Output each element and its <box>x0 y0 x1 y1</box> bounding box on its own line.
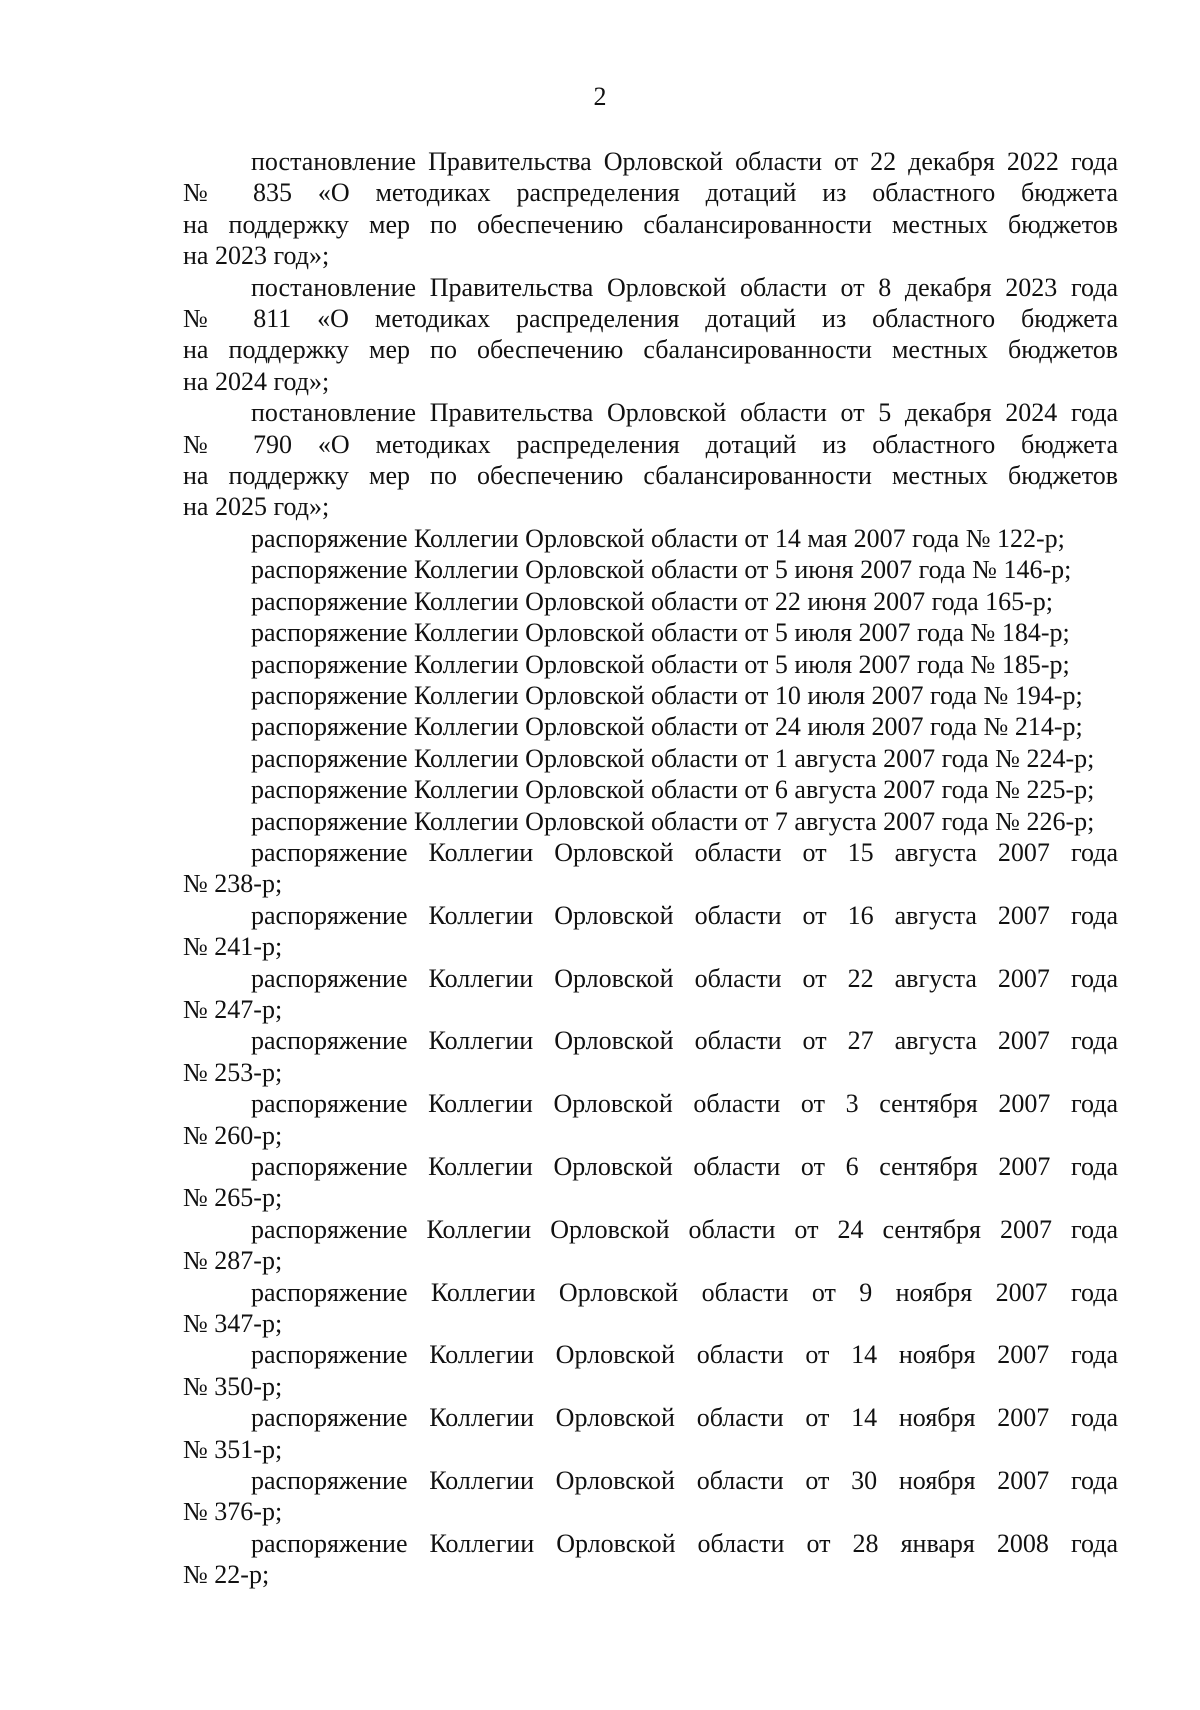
text-line: № 351-р; <box>183 1434 283 1464</box>
text-line: распоряжение Коллегии Орловской области от 22 июня 2007 года 165-р; <box>251 586 1054 616</box>
text-line: распоряжение Коллегии Орловской области от 14 ноября 2007 года <box>251 1340 1118 1370</box>
rasporyazhenie-item <box>183 523 1118 554</box>
text-line: на 2025 год»; <box>183 492 330 522</box>
text-line: на поддержку мер по обеспечению сбалансированности местных бюджетов <box>183 209 1118 239</box>
text-line: № 241-р; <box>183 932 283 962</box>
text-line: № 287-р; <box>183 1246 283 1276</box>
text-line: распоряжение Коллегии Орловской области от 6 августа 2007 года № 225-р; <box>251 775 1095 805</box>
text-line: № 265-р; <box>183 1183 283 1213</box>
rasporyazhenie-item <box>183 1465 1118 1528</box>
rasporyazhenie-item <box>183 806 1118 837</box>
text-line: распоряжение Коллегии Орловской области от 15 августа 2007 года <box>251 837 1118 867</box>
text-line: № 347-р; <box>183 1309 283 1339</box>
rasporyazhenie-item <box>183 743 1118 774</box>
rasporyazhenie-item <box>183 1277 1118 1340</box>
rasporyazhenie-item <box>183 617 1118 648</box>
rasporyazhenie-item <box>183 900 1118 963</box>
text-line: № 350-р; <box>183 1371 283 1401</box>
postanovlenie-item-1 <box>183 146 1118 272</box>
text-line: распоряжение Коллегии Орловской области от 14 ноября 2007 года <box>251 1403 1118 1433</box>
rasporyazhenie-item <box>183 1528 1118 1591</box>
text-line: № 238-р; <box>183 869 283 899</box>
page-number: 2 <box>593 82 607 111</box>
text-line: распоряжение Коллегии Орловской области от 24 сентября 2007 года <box>251 1214 1118 1244</box>
postanovlenie-item-3 <box>183 397 1118 523</box>
rasporyazhenie-item <box>183 1088 1118 1151</box>
rasporyazhenie-item <box>183 774 1118 805</box>
rasporyazhenie-item <box>183 586 1118 617</box>
text-line: распоряжение Коллегии Орловской области от 5 июля 2007 года № 184-р; <box>251 618 1070 648</box>
text-line: распоряжение Коллегии Орловской области от 30 ноября 2007 года <box>251 1466 1118 1496</box>
text-line: распоряжение Коллегии Орловской области от 1 августа 2007 года № 224-р; <box>251 743 1095 773</box>
document-body <box>183 146 1118 1591</box>
text-line: распоряжение Коллегии Орловской области от 28 января 2008 года <box>251 1528 1118 1558</box>
text-line: распоряжение Коллегии Орловской области от 22 августа 2007 года <box>251 963 1118 993</box>
text-line: постановление Правительства Орловской области от 22 декабря 2022 года <box>251 147 1118 176</box>
rasporyazhenie-item <box>183 963 1118 1026</box>
text-line: на поддержку мер по обеспечению сбалансированности местных бюджетов <box>183 335 1118 365</box>
rasporyazhenie-item <box>183 837 1118 900</box>
text-line: № 790 «О методиках распределения дотаций из областного бюджета <box>183 429 1118 459</box>
text-line: № 253-р; <box>183 1057 283 1087</box>
text-line: распоряжение Коллегии Орловской области от 6 сентября 2007 года <box>251 1152 1118 1181</box>
text-line: постановление Правительства Орловской области от 5 декабря 2024 года <box>251 398 1118 428</box>
text-line: распоряжение Коллегии Орловской области от 5 июня 2007 года № 146-р; <box>251 555 1072 585</box>
text-line: № 835 «О методиках распределения дотаций из областного бюджета <box>183 178 1118 208</box>
text-line: № 260-р; <box>183 1120 283 1150</box>
text-line: № 247-р; <box>183 994 283 1024</box>
text-line: распоряжение Коллегии Орловской области от 24 июля 2007 года № 214-р; <box>251 712 1083 742</box>
text-line: на поддержку мер по обеспечению сбалансированности местных бюджетов <box>183 461 1118 491</box>
postanovlenie-item-2 <box>183 272 1118 398</box>
rasporyazhenie-item <box>183 1151 1118 1214</box>
text-line: распоряжение Коллегии Орловской области от 3 сентября 2007 года <box>251 1089 1118 1119</box>
rasporyazhenie-item <box>183 1214 1118 1277</box>
text-line: распоряжение Коллегии Орловской области от 9 ноября 2007 года <box>251 1277 1118 1307</box>
text-line: № 811 «О методиках распределения дотаций из областного бюджета <box>183 304 1118 334</box>
text-line: на 2023 год»; <box>183 241 330 271</box>
text-line: распоряжение Коллегии Орловской области от 27 августа 2007 года <box>251 1026 1118 1056</box>
text-line: распоряжение Коллегии Орловской области от 5 июля 2007 года № 185-р; <box>251 649 1070 679</box>
rasporyazhenie-item <box>183 554 1118 585</box>
rasporyazhenie-item <box>183 1025 1118 1088</box>
rasporyazhenie-item <box>183 680 1118 711</box>
text-line: на 2024 год»; <box>183 366 330 396</box>
text-line: № 22-р; <box>183 1560 270 1590</box>
text-line: постановление Правительства Орловской области от 8 декабря 2023 года <box>251 272 1118 302</box>
text-line: распоряжение Коллегии Орловской области от 10 июля 2007 года № 194-р; <box>251 680 1083 710</box>
rasporyazhenie-item <box>183 1339 1118 1402</box>
rasporyazhenie-item <box>183 649 1118 680</box>
text-line: № 376-р; <box>183 1497 283 1527</box>
text-line: распоряжение Коллегии Орловской области от 7 августа 2007 года № 226-р; <box>251 806 1095 836</box>
rasporyazhenie-item <box>183 1402 1118 1465</box>
rasporyazhenie-item <box>183 711 1118 742</box>
text-line: распоряжение Коллегии Орловской области от 14 мая 2007 года № 122-р; <box>251 523 1065 553</box>
text-line: распоряжение Коллегии Орловской области от 16 августа 2007 года <box>251 900 1118 930</box>
